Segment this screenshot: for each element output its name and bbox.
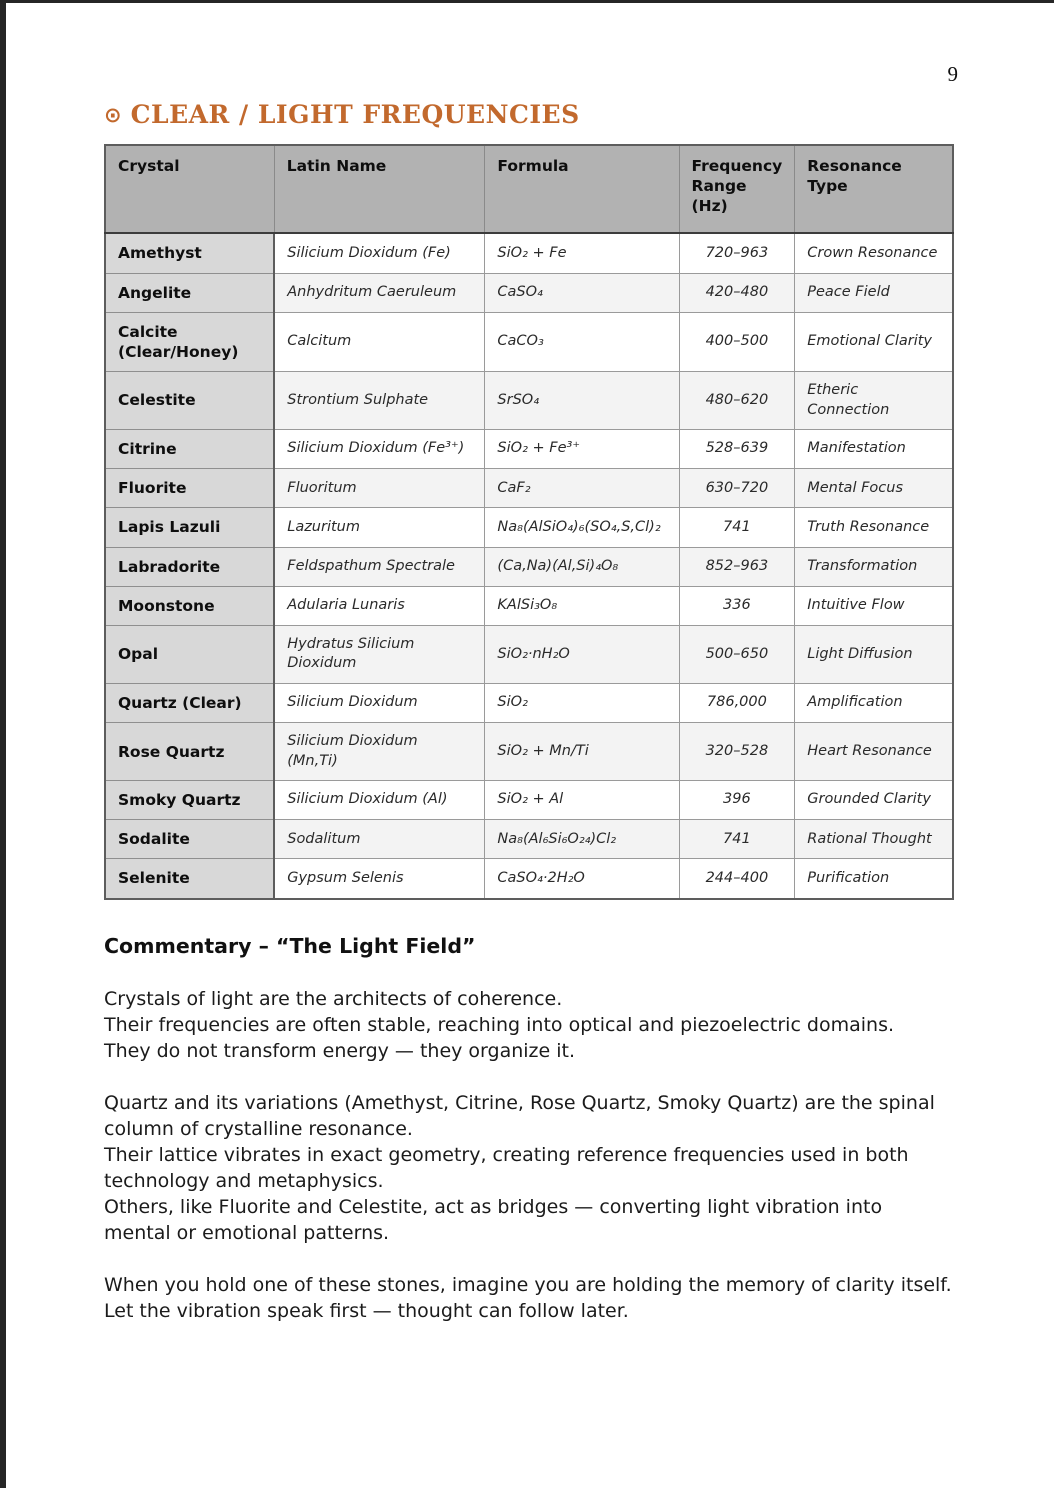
- circled-dot-icon: ⊙: [104, 103, 122, 127]
- cell-crystal: Sodalite: [105, 820, 274, 859]
- table-row: [105, 820, 953, 859]
- cell-latin: Hydratus Silicium Dioxidum: [274, 625, 485, 683]
- cell-latin: Sodalitum: [274, 820, 485, 859]
- commentary-paragraph: [104, 986, 954, 1064]
- cell-latin: Lazuritum: [274, 508, 485, 547]
- cell-frequency: 320–528: [679, 723, 795, 781]
- cell-latin: Strontium Sulphate: [274, 371, 485, 429]
- cell-crystal: Amethyst: [105, 233, 274, 273]
- commentary-paragraph: [104, 1272, 954, 1324]
- table-body: [105, 233, 953, 898]
- cell-latin: Adularia Lunaris: [274, 586, 485, 625]
- cell-crystal: Celestite: [105, 371, 274, 429]
- cell-frequency: 852–963: [679, 547, 795, 586]
- cell-frequency: 480–620: [679, 371, 795, 429]
- table-row: [105, 508, 953, 547]
- table-row: [105, 312, 953, 371]
- cell-latin: Silicium Dioxidum (Mn,Ti): [274, 723, 485, 781]
- table-row: [105, 625, 953, 683]
- cell-formula: Na₈(AlSiO₄)₆(SO₄,S,Cl)₂: [485, 508, 679, 547]
- cell-frequency: 741: [679, 820, 795, 859]
- cell-formula: CaF₂: [485, 469, 679, 508]
- table-row: [105, 723, 953, 781]
- cell-crystal: Rose Quartz: [105, 723, 274, 781]
- cell-resonance: Mental Focus: [795, 469, 953, 508]
- cell-latin: Fluoritum: [274, 469, 485, 508]
- cell-frequency: 528–639: [679, 430, 795, 469]
- cell-crystal: Angelite: [105, 273, 274, 312]
- cell-resonance: Amplification: [795, 683, 953, 722]
- cell-formula: SiO₂ + Mn/Ti: [485, 723, 679, 781]
- cell-resonance: Peace Field: [795, 273, 953, 312]
- table-row: [105, 233, 953, 273]
- cell-resonance: Etheric Connection: [795, 371, 953, 429]
- cell-resonance: Transformation: [795, 547, 953, 586]
- cell-resonance: Light Diffusion: [795, 625, 953, 683]
- table-row: [105, 273, 953, 312]
- cell-latin: Feldspathum Spectrale: [274, 547, 485, 586]
- commentary-line: Others, like Fluorite and Celestite, act as bridges — converting light vibration into mental or emotional patterns.: [104, 1195, 883, 1244]
- cell-frequency: 244–400: [679, 859, 795, 899]
- cell-formula: SiO₂·nH₂O: [485, 625, 679, 683]
- table-row: [105, 547, 953, 586]
- cell-frequency: 720–963: [679, 233, 795, 273]
- page-number: 9: [947, 62, 958, 86]
- commentary-heading: Commentary – “The Light Field”: [104, 933, 476, 958]
- cell-formula: (Ca,Na)(Al,Si)₄O₈: [485, 547, 679, 586]
- cell-latin: Anhydritum Caeruleum: [274, 273, 485, 312]
- cell-frequency: 336: [679, 586, 795, 625]
- table-row: [105, 469, 953, 508]
- cell-latin: Silicium Dioxidum (Al): [274, 781, 485, 820]
- frequency-table: [104, 144, 954, 900]
- cell-formula: CaSO₄·2H₂O: [485, 859, 679, 899]
- commentary-line: Their frequencies are often stable, reaching into optical and piezoelectric domains.: [104, 1013, 895, 1036]
- commentary-line: They do not transform energy — they organize it.: [104, 1039, 576, 1062]
- cell-formula: CaSO₄: [485, 273, 679, 312]
- cell-resonance: Truth Resonance: [795, 508, 953, 547]
- cell-frequency: 630–720: [679, 469, 795, 508]
- cell-crystal: Quartz (Clear): [105, 683, 274, 722]
- cell-formula: SrSO₄: [485, 371, 679, 429]
- table-row: [105, 430, 953, 469]
- cell-latin: Silicium Dioxidum (Fe): [274, 233, 485, 273]
- cell-crystal: Citrine: [105, 430, 274, 469]
- commentary-paragraphs: [104, 986, 954, 1324]
- header-frequency: Frequency Range (Hz): [679, 145, 795, 233]
- cell-latin: Calcitum: [274, 312, 485, 371]
- cell-resonance: Emotional Clarity: [795, 312, 953, 371]
- cell-formula: SiO₂: [485, 683, 679, 722]
- cell-formula: SiO₂ + Fe³⁺: [485, 430, 679, 469]
- cell-frequency: 741: [679, 508, 795, 547]
- cell-formula: CaCO₃: [485, 312, 679, 371]
- cell-frequency: 400–500: [679, 312, 795, 371]
- cell-latin: Gypsum Selenis: [274, 859, 485, 899]
- table-row: [105, 859, 953, 899]
- cell-crystal: Smoky Quartz: [105, 781, 274, 820]
- header-formula: Formula: [485, 145, 679, 233]
- cell-formula: Na₈(Al₆Si₆O₂₄)Cl₂: [485, 820, 679, 859]
- cell-latin: Silicium Dioxidum (Fe³⁺): [274, 430, 485, 469]
- header-latin: Latin Name: [274, 145, 485, 233]
- cell-frequency: 420–480: [679, 273, 795, 312]
- cell-frequency: 500–650: [679, 625, 795, 683]
- commentary-line: Let the vibration speak first — thought can follow later.: [104, 1299, 629, 1322]
- cell-latin: Silicium Dioxidum: [274, 683, 485, 722]
- cell-resonance: Rational Thought: [795, 820, 953, 859]
- cell-frequency: 396: [679, 781, 795, 820]
- page-edge-left: [0, 0, 6, 1488]
- cell-crystal: Selenite: [105, 859, 274, 899]
- cell-crystal: Labradorite: [105, 547, 274, 586]
- cell-crystal: Moonstone: [105, 586, 274, 625]
- commentary-line: Quartz and its variations (Amethyst, Citrine, Rose Quartz, Smoky Quartz) are the spinal column of crystalline resonance.: [104, 1091, 935, 1140]
- table-header: [105, 145, 953, 233]
- header-crystal: Crystal: [105, 145, 274, 233]
- cell-formula: SiO₂ + Al: [485, 781, 679, 820]
- cell-resonance: Heart Resonance: [795, 723, 953, 781]
- table-row: [105, 781, 953, 820]
- page-content: [104, 100, 954, 1324]
- commentary-section: [104, 934, 954, 1324]
- table-row: [105, 586, 953, 625]
- cell-resonance: Manifestation: [795, 430, 953, 469]
- page-edge-top: [0, 0, 1054, 3]
- section-title-text: CLEAR / LIGHT FREQUENCIES: [130, 100, 580, 129]
- cell-crystal: Fluorite: [105, 469, 274, 508]
- cell-resonance: Grounded Clarity: [795, 781, 953, 820]
- commentary-line: When you hold one of these stones, imagine you are holding the memory of clarity itself.: [104, 1273, 952, 1296]
- commentary-line: Their lattice vibrates in exact geometry, creating reference frequencies used in both technology and metaphysics.: [104, 1143, 909, 1192]
- cell-formula: SiO₂ + Fe: [485, 233, 679, 273]
- commentary-line: Crystals of light are the architects of coherence.: [104, 987, 563, 1010]
- commentary-paragraph: [104, 1090, 954, 1246]
- cell-resonance: Purification: [795, 859, 953, 899]
- cell-crystal: Opal: [105, 625, 274, 683]
- cell-resonance: Crown Resonance: [795, 233, 953, 273]
- section-title: [104, 100, 954, 129]
- cell-resonance: Intuitive Flow: [795, 586, 953, 625]
- cell-crystal: Lapis Lazuli: [105, 508, 274, 547]
- cell-formula: KAlSi₃O₈: [485, 586, 679, 625]
- cell-frequency: 786,000: [679, 683, 795, 722]
- table-header-row: [105, 145, 953, 233]
- header-resonance: Resonance Type: [795, 145, 953, 233]
- cell-crystal: Calcite (Clear/Honey): [105, 312, 274, 371]
- table-row: [105, 371, 953, 429]
- table-row: [105, 683, 953, 722]
